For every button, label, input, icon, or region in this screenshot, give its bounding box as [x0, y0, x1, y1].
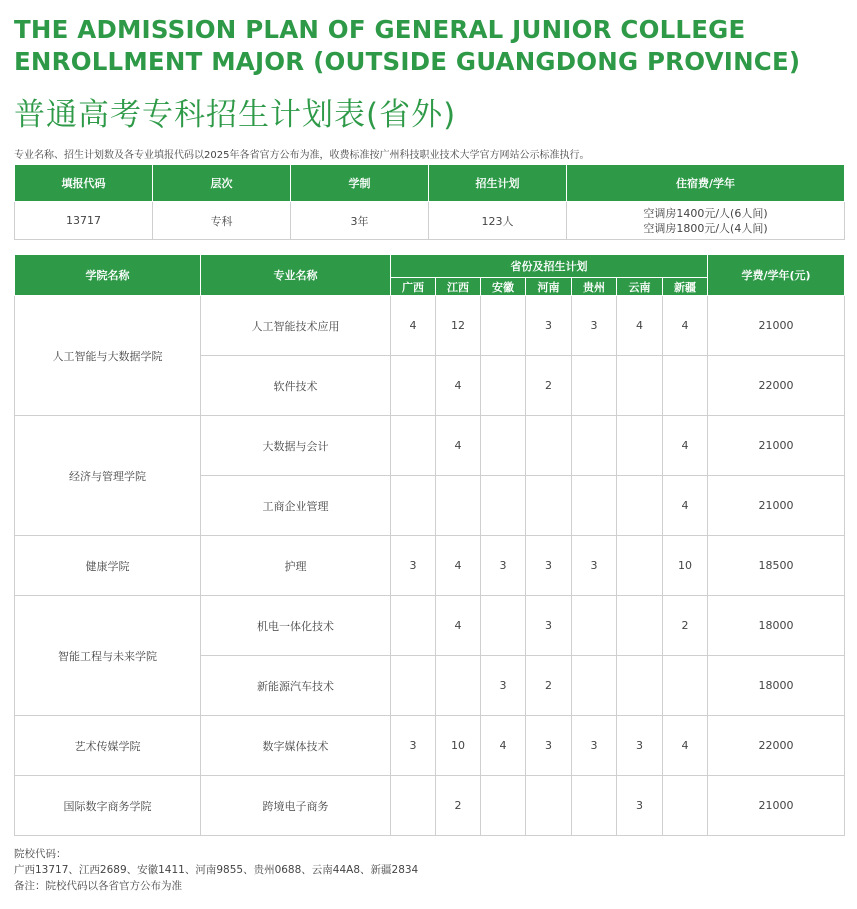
province-count: 4: [481, 716, 526, 776]
header-level: 层次: [153, 165, 291, 202]
province-count: [617, 536, 663, 596]
province-count: [391, 596, 436, 656]
major-name: 跨境电子商务: [201, 776, 391, 836]
province-count: [617, 476, 663, 536]
summary-code: 13717: [15, 202, 153, 240]
college-name: 国际数字商务学院: [15, 776, 201, 836]
major-name: 护理: [201, 536, 391, 596]
province-count: [572, 476, 617, 536]
province-count: [526, 416, 572, 476]
province-count: 4: [663, 476, 708, 536]
province-count: 3: [572, 536, 617, 596]
province-count: 3: [481, 536, 526, 596]
province-count: 4: [617, 296, 663, 356]
province-count: 2: [526, 656, 572, 716]
province-count: [391, 416, 436, 476]
province-count: [572, 596, 617, 656]
province-count: [481, 776, 526, 836]
province-count: 3: [572, 296, 617, 356]
header-major: 专业名称: [201, 255, 391, 296]
header-duration: 学制: [291, 165, 429, 202]
province-count: 4: [663, 416, 708, 476]
province-count: [436, 656, 481, 716]
province-count: [436, 476, 481, 536]
province-count: 4: [436, 596, 481, 656]
province-count: [481, 476, 526, 536]
enrollment-plan-table: [14, 254, 845, 836]
header-province: 贵州: [572, 278, 617, 296]
header-province: 云南: [617, 278, 663, 296]
province-count: [481, 296, 526, 356]
college-name: 健康学院: [15, 536, 201, 596]
tuition-fee: 22000: [708, 356, 845, 416]
major-name: 软件技术: [201, 356, 391, 416]
tuition-fee: 22000: [708, 716, 845, 776]
province-count: 3: [526, 536, 572, 596]
province-count: [617, 356, 663, 416]
header-province: 新疆: [663, 278, 708, 296]
province-count: [617, 596, 663, 656]
tuition-fee: 21000: [708, 476, 845, 536]
province-count: [663, 656, 708, 716]
tuition-fee: 18500: [708, 536, 845, 596]
province-count: [391, 656, 436, 716]
province-count: [526, 476, 572, 536]
table-row: [15, 716, 845, 776]
province-count: [617, 416, 663, 476]
province-count: [481, 416, 526, 476]
province-count: [663, 776, 708, 836]
summary-level: 专科: [153, 202, 291, 240]
top-note: 专业名称、招生计划数及各专业填报代码以2025年各省官方公布为准，收费标准按广州科技职业技术大学官方网站公示标准执行。: [14, 150, 590, 161]
footer-line: 备注：院校代码以各省官方公布为准: [14, 880, 182, 892]
table-row: [15, 416, 845, 476]
tuition-fee: 21000: [708, 296, 845, 356]
table-row: [15, 776, 845, 836]
header-college: 学院名称: [15, 255, 201, 296]
major-name: 大数据与会计: [201, 416, 391, 476]
college-name: 经济与管理学院: [15, 416, 201, 536]
table-row: [15, 536, 845, 596]
tuition-fee: 21000: [708, 416, 845, 476]
province-count: [663, 356, 708, 416]
major-name: 机电一体化技术: [201, 596, 391, 656]
province-count: 3: [526, 596, 572, 656]
header-provinces-group: 省份及招生计划: [391, 255, 708, 278]
header-plan: 招生计划: [429, 165, 567, 202]
footer-notes: [14, 846, 418, 894]
tuition-fee: 18000: [708, 656, 845, 716]
college-name: 艺术传媒学院: [15, 716, 201, 776]
province-count: [572, 776, 617, 836]
page-title-en: THE ADMISSION PLAN OF GENERAL JUNIOR COLLEGE ENROLLMENT MAJOR (OUTSIDE GUANGDONG PROVINCE): [14, 15, 801, 76]
province-count: [481, 356, 526, 416]
college-name: 人工智能与大数据学院: [15, 296, 201, 416]
province-count: [391, 476, 436, 536]
dorm-option: 空调房1800元/人(4人间): [643, 221, 768, 235]
province-count: [391, 776, 436, 836]
header-dorm: 住宿费/学年: [567, 165, 845, 202]
page-title-zh: 普通高考专科招生计划表(省外): [14, 97, 457, 133]
major-name: 人工智能技术应用: [201, 296, 391, 356]
summary-dorm: [567, 202, 845, 240]
summary-plan: 123人: [429, 202, 567, 240]
province-count: 10: [436, 716, 481, 776]
province-count: 4: [436, 416, 481, 476]
header-province: 江西: [436, 278, 481, 296]
summary-table: [14, 164, 845, 240]
province-count: 3: [617, 776, 663, 836]
province-count: [526, 776, 572, 836]
province-count: [617, 656, 663, 716]
province-count: 3: [526, 716, 572, 776]
province-count: 4: [391, 296, 436, 356]
province-count: 2: [663, 596, 708, 656]
province-count: 12: [436, 296, 481, 356]
province-count: 3: [391, 716, 436, 776]
province-count: 2: [436, 776, 481, 836]
province-count: 3: [617, 716, 663, 776]
header-province: 安徽: [481, 278, 526, 296]
table-row: [15, 296, 845, 356]
header-fee: 学费/学年(元): [708, 255, 845, 296]
province-count: 4: [436, 536, 481, 596]
dorm-option: 空调房1400元/人(6人间): [643, 206, 768, 220]
header-province: 广西: [391, 278, 436, 296]
footer-line: 广西13717、江西2689、安徽1411、河南9855、贵州0688、云南44A8、新疆2834: [14, 864, 419, 876]
major-name: 新能源汽车技术: [201, 656, 391, 716]
province-count: 10: [663, 536, 708, 596]
province-count: 4: [663, 296, 708, 356]
footer-line: 院校代码：: [14, 848, 67, 860]
province-count: 3: [481, 656, 526, 716]
college-name: 智能工程与未来学院: [15, 596, 201, 716]
province-count: 2: [526, 356, 572, 416]
province-count: 4: [436, 356, 481, 416]
province-count: [572, 356, 617, 416]
table-row: [15, 596, 845, 656]
header-code: 填报代码: [15, 165, 153, 202]
major-name: 数字媒体技术: [201, 716, 391, 776]
tuition-fee: 18000: [708, 596, 845, 656]
province-count: 3: [572, 716, 617, 776]
header-province: 河南: [526, 278, 572, 296]
province-count: [391, 356, 436, 416]
province-count: [572, 656, 617, 716]
province-count: 4: [663, 716, 708, 776]
province-count: [481, 596, 526, 656]
major-name: 工商企业管理: [201, 476, 391, 536]
province-count: 3: [526, 296, 572, 356]
province-count: 3: [391, 536, 436, 596]
province-count: [572, 416, 617, 476]
tuition-fee: 21000: [708, 776, 845, 836]
summary-duration: 3年: [291, 202, 429, 240]
